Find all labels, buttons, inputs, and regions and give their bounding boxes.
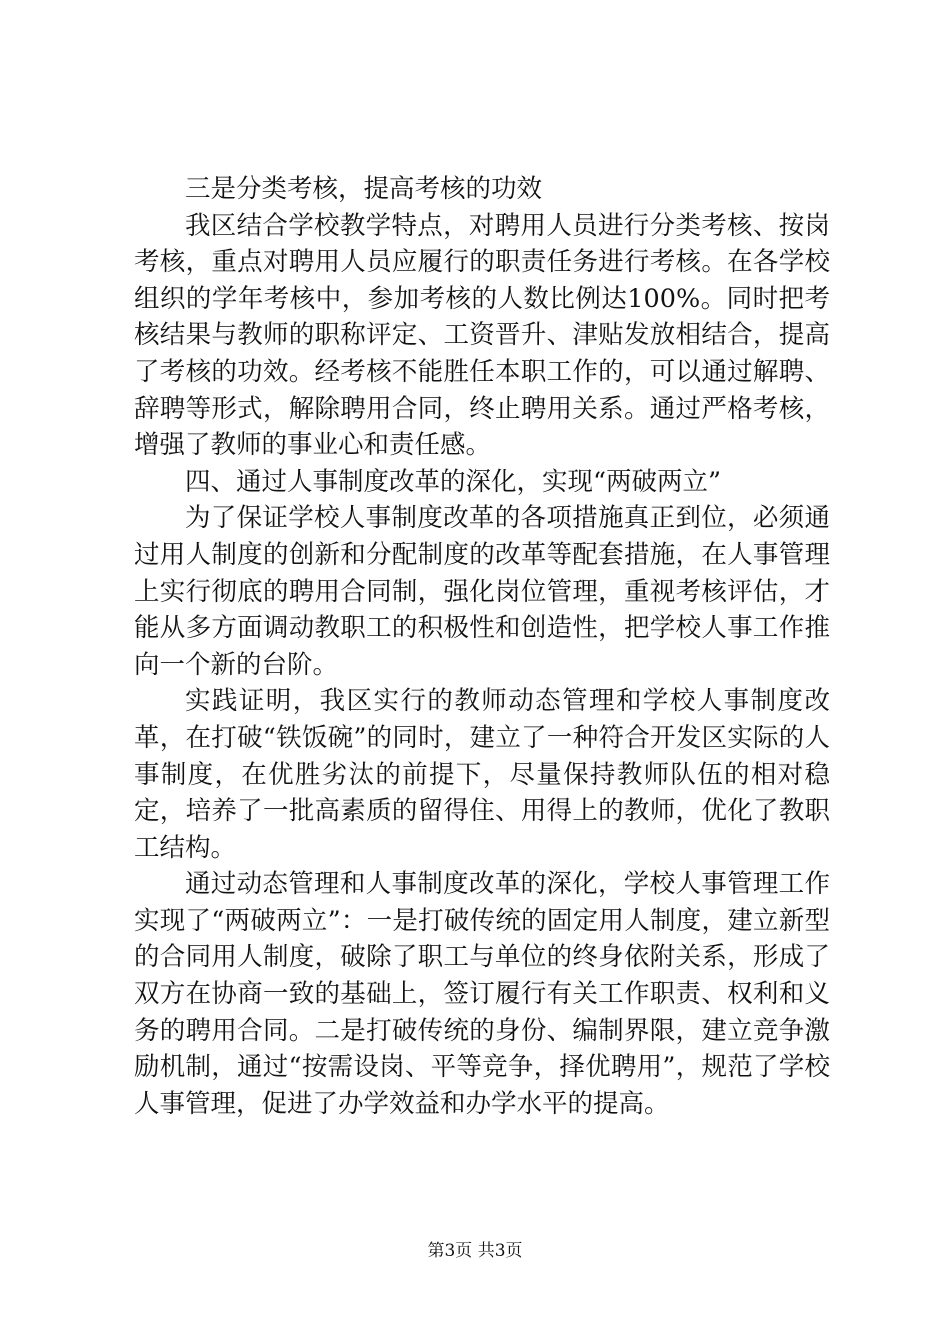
page-footer: 第3页 共3页 [427,1241,523,1261]
body-paragraph: 我区结合学校教学特点，对聘用人员进行分类考核、按岗考核，重点对聘用人员应履行的职责任务进行考核。在各学校组织的学年考核中，参加考核的人数比例达100%。同时把考核结果与教师的职称评定、工资晋升、津贴发放相结合，提高了考核的功效。经考核不能胜任本职工作的，可以通过解聘、辞聘等形式，解除聘用合同，终止聘用关系。通过严格考核，增强了教师的事业心和责任感。 [134,210,830,461]
body-paragraph: 通过动态管理和人事制度改革的深化，学校人事管理工作实现了“两破两立”：一是打破传统的固定用人制度，建立新型的合同用人制度，破除了职工与单位的终身依附关系，形成了双方在协商一致的基础上，签订履行有关工作职责、权利和义务的聘用合同。二是打破传统的身份、编制界限，建立竞争激励机制，通过“按需设岗、平等竞争，择优聘用”，规范了学校人事管理，促进了办学效益和办学水平的提高。 [134,869,830,1119]
section-heading-deepening-reform: 四、通过人事制度改革的深化，实现“两破两立” [185,466,722,497]
document-body [134,171,830,1122]
body-paragraph: 为了保证学校人事制度改革的各项措施真正到位，必须通过用人制度的创新和分配制度的改革等配套措施，在人事管理上实行彻底的聘用合同制，强化岗位管理，重视考核评估，才能从多方面调动教职工的积极性和创造性，把学校人事工作推向一个新的台阶。 [134,503,830,680]
body-paragraph: 实践证明，我区实行的教师动态管理和学校人事制度改革，在打破“铁饭碗”的同时，建立了一种符合开发区实际的人事制度，在优胜劣汰的前提下，尽量保持教师队伍的相对稳定，培养了一批高素质的留得住、用得上的教师，优化了教职工结构。 [134,686,830,863]
section-heading-classified-assessment: 三是分类考核，提高考核的功效 [185,174,543,204]
